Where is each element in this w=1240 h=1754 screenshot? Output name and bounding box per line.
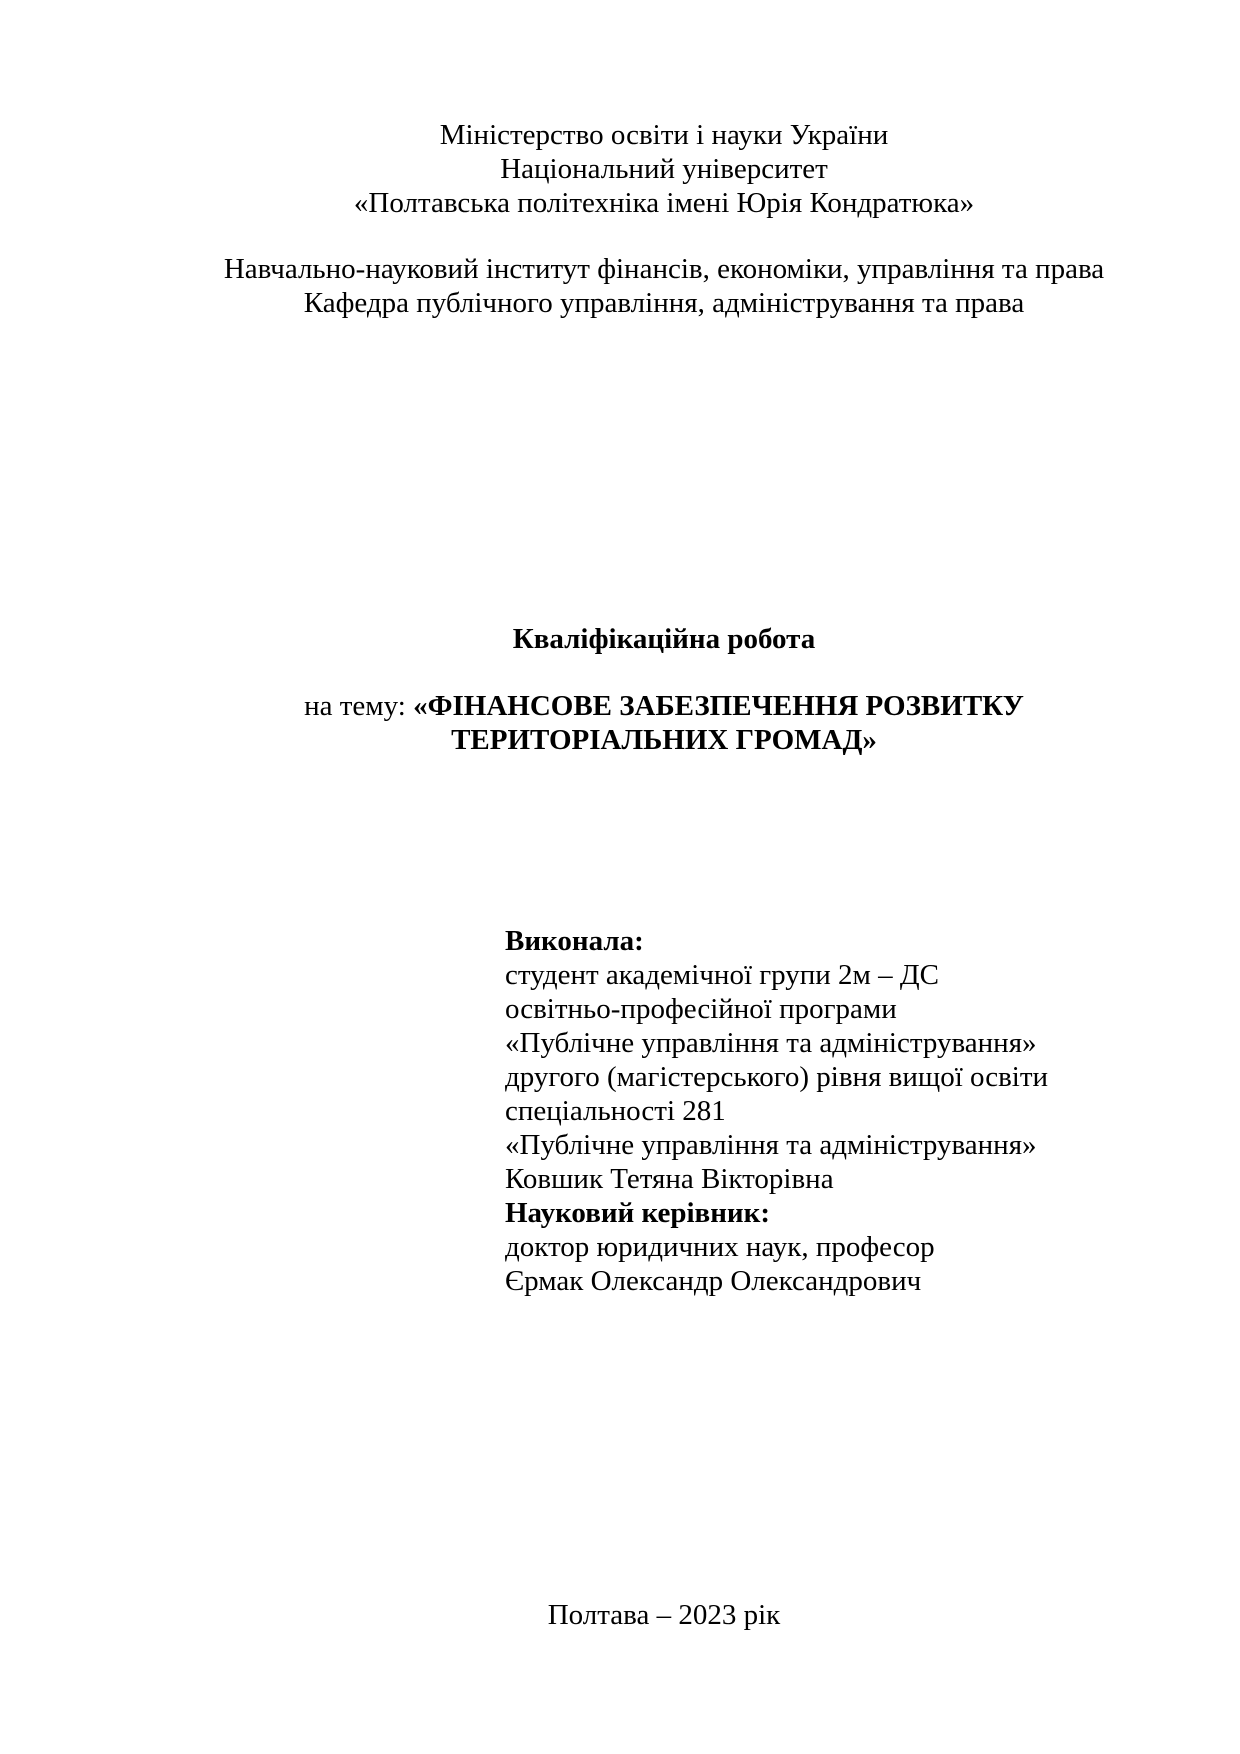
supervisor-name-line: Єрмак Олександр Олександрович [505,1265,922,1297]
university-name-line: «Полтавська політехніка імені Юрія Кондратюка» [353,187,975,219]
topic-title: «ФІНАНСОВЕ ЗАБЕЗПЕЧЕННЯ РОЗВИТКУ ТЕРИТОРІАЛЬНИХ ГРОМАД» [413,690,1024,756]
department-line: Кафедра публічного управління, адміністрування та права [303,287,1025,319]
work-type-title: Кваліфікаційна робота [512,623,816,655]
degree-level-line: другого (магістерського) рівня вищої освіти [505,1061,1049,1093]
supervisor-label: Науковий керівник: [505,1197,771,1229]
program-line: освітньо-професійної програми [505,993,897,1025]
topic-prefix: на тему: [304,690,414,722]
place-year-line: Полтава – 2023 рік [547,1599,781,1631]
header-university-block [164,118,1164,220]
university-type-line: Національний університет [500,153,828,185]
executed-by-label: Виконала: [505,925,644,957]
executor-block [505,924,1065,1298]
work-topic-block [284,689,1044,757]
specialty-line: спеціальності 281 [505,1095,726,1127]
header-institute-block [164,252,1164,320]
student-name-line: Ковшик Тетяна Вікторівна [505,1163,834,1195]
supervisor-degree-line: доктор юридичних наук, професор [505,1231,935,1263]
program-name-line: «Публічне управління та адміністрування» [505,1027,1037,1059]
institute-line: Навчально-науковий інститут фінансів, економіки, управління та права [223,253,1105,285]
specialty-name-line: «Публічне управління та адміністрування» [505,1129,1037,1161]
student-group-line: студент академічної групи 2м – ДС [505,959,940,991]
ministry-line: Міністерство освіти і науки України [439,119,889,151]
